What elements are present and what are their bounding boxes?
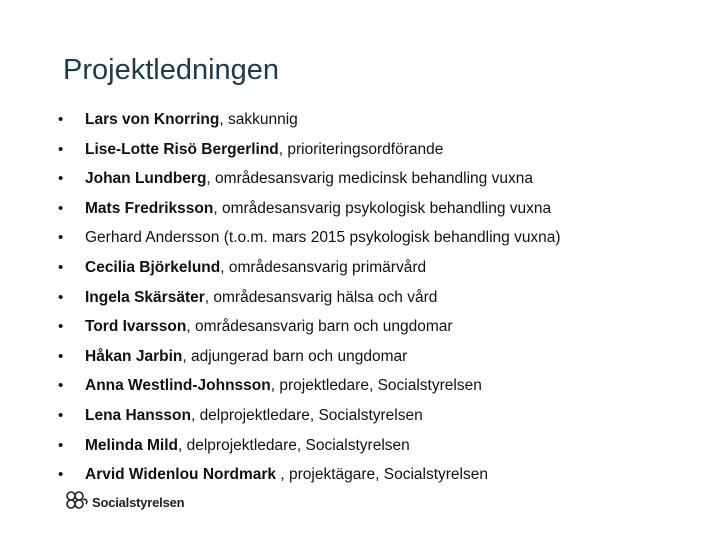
person-name: Ingela Skärsäter — [85, 288, 205, 306]
list-item — [56, 253, 561, 283]
socialstyrelsen-logo — [64, 491, 184, 513]
bullet-icon: • — [58, 199, 64, 217]
person-name: Melinda Mild — [85, 436, 178, 454]
person-name: Cecilia Björkelund — [85, 258, 221, 276]
person-name: Tord Ivarsson — [85, 318, 187, 336]
list-item — [56, 164, 561, 194]
person-name: Lena Hansson — [85, 406, 191, 424]
person-role: , sakkunnig — [219, 111, 298, 128]
person-name: Mats Fredriksson — [85, 199, 214, 217]
bullet-icon: • — [58, 436, 64, 454]
list-item — [56, 135, 561, 165]
person-role: , adjungerad barn och ungdomar — [182, 347, 408, 365]
bullet-icon: • — [58, 466, 64, 484]
list-item — [56, 223, 561, 253]
person-name: Lise-Lotte Risö Bergerlind — [85, 140, 279, 158]
bullet-icon: • — [58, 140, 64, 158]
list-item — [56, 194, 561, 224]
socialstyrelsen-logo-icon — [64, 490, 90, 515]
list-item — [56, 401, 561, 431]
person-role: , områdesansvarig medicinsk behandling vuxna — [206, 170, 533, 188]
person-role: , delprojektledare, Socialstyrelsen — [178, 436, 410, 454]
list-item — [56, 105, 561, 135]
person-role: , områdesansvarig barn och ungdomar — [186, 318, 453, 336]
bullet-icon: • — [58, 229, 64, 247]
list-item — [56, 342, 561, 372]
slide-title: Projektledningen — [63, 54, 280, 86]
list-item — [56, 283, 561, 313]
person-name: Arvid Widenlou Nordmark — [85, 466, 281, 484]
person-role: , prioriteringsordförande — [278, 140, 444, 158]
bullet-icon: • — [58, 318, 64, 336]
list-item — [56, 312, 561, 342]
person-role: , områdesansvarig primärvård — [220, 258, 427, 276]
logo-text: Socialstyrelsen — [92, 494, 185, 510]
list-item — [56, 460, 561, 490]
person-role: , projektägare, Socialstyrelsen — [280, 466, 488, 484]
bullet-list — [56, 105, 561, 490]
person-role: , delprojektledare, Socialstyrelsen — [190, 406, 423, 424]
person-name: Håkan Jarbin — [85, 347, 183, 365]
bullet-icon: • — [58, 258, 64, 276]
bullet-icon: • — [58, 111, 64, 128]
person-name: Johan Lundberg — [85, 170, 207, 188]
bullet-icon: • — [58, 347, 64, 365]
person-role: Gerhard Andersson (t.o.m. mars 2015 psykologisk behandling vuxna) — [85, 229, 561, 247]
person-role: , områdesansvarig hälsa och vård — [204, 288, 438, 306]
person-role: , områdesansvarig psykologisk behandling vuxna — [213, 199, 552, 217]
bullet-icon: • — [58, 170, 64, 188]
list-item — [56, 431, 561, 461]
bullet-icon: • — [58, 377, 64, 395]
bullet-icon: • — [58, 288, 64, 306]
person-role: , projektledare, Socialstyrelsen — [270, 377, 482, 395]
person-name: Lars von Knorring — [85, 111, 220, 128]
list-item — [56, 371, 561, 401]
person-name: Anna Westlind-Johnsson — [85, 377, 271, 395]
bullet-icon: • — [58, 406, 64, 424]
